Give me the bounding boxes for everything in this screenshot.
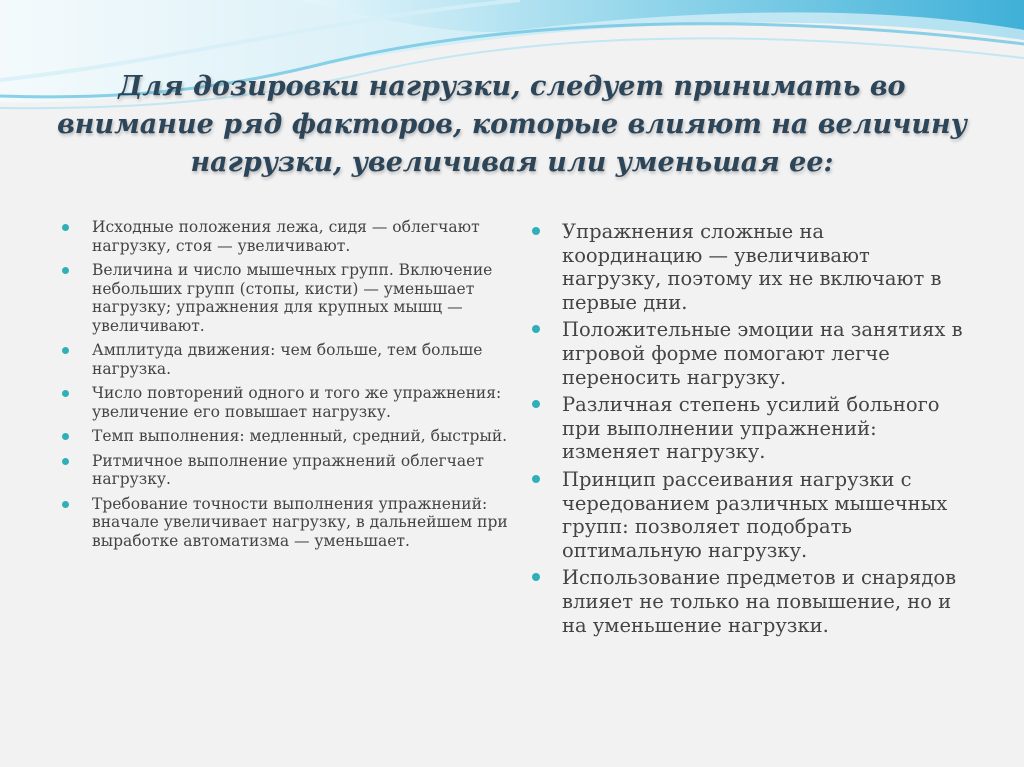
list-item <box>60 495 520 551</box>
list-item-text: Использование предметов и снарядов влияет не только на повышение, но и на уменьшение нагрузки. <box>562 566 957 637</box>
slide-title: Для дозировки нагрузки, следует принимать во внимание ряд факторов, которые влияют на величину нагрузки, увеличивая или уменьшая ее: <box>57 71 967 178</box>
bullet-icon <box>62 390 69 397</box>
bullet-icon <box>62 501 69 508</box>
list-item <box>60 218 520 255</box>
list-item-text: Величина и число мышечных групп. Включение небольших групп (стопы, кисти) — уменьшает нагрузку; упражнения для крупных мышц — увеличивают. <box>92 261 493 335</box>
bullet-icon <box>532 573 540 581</box>
bullet-icon <box>62 347 69 354</box>
list-item <box>530 393 970 464</box>
bullet-icon <box>532 227 540 235</box>
list-item <box>530 318 970 389</box>
list-item <box>60 452 520 489</box>
list-item-text: Амплитуда движения: чем больше, тем больше нагрузка. <box>92 341 483 378</box>
list-item <box>60 261 520 335</box>
list-item-text: Принцип рассеивания нагрузки с чередованием различных мышечных групп: позволяет подобрать оптимальную нагрузку. <box>562 467 948 562</box>
bullet-icon <box>532 325 540 333</box>
list-item <box>60 427 520 446</box>
list-item <box>530 566 970 637</box>
list-item <box>530 220 970 314</box>
list-item <box>60 384 520 421</box>
bullet-icon <box>532 475 540 483</box>
list-item-text: Положительные эмоции на занятиях в игровой форме помогают легче переносить нагрузку. <box>562 318 963 389</box>
right-bullet-list <box>530 220 970 641</box>
list-item-text: Исходные положения лежа, сидя — облегчают нагрузку, стоя — увеличивают. <box>92 218 480 255</box>
bullet-icon <box>62 433 69 440</box>
list-item <box>60 341 520 378</box>
list-item <box>530 468 970 562</box>
list-item-text: Требование точности выполнения упражнений: вначале увеличивает нагрузку, в дальнейшем при выработке автоматизма — уменьшает. <box>92 494 508 550</box>
list-item-text: Темп выполнения: медленный, средний, быстрый. <box>92 427 508 445</box>
list-item-text: Упражнения сложные на координацию — увеличивают нагрузку, поэтому их не включают в первые дни. <box>562 220 942 314</box>
left-bullet-list <box>60 218 520 556</box>
bullet-icon <box>532 400 540 408</box>
list-item-text: Различная степень усилий больного при выполнении упражнений: изменяет нагрузку. <box>562 393 940 464</box>
bullet-icon <box>62 267 69 274</box>
bullet-icon <box>62 458 69 465</box>
list-item-text: Число повторений одного и того же упражнения: увеличение его повышает нагрузку. <box>92 384 502 421</box>
list-item-text: Ритмичное выполнение упражнений облегчает нагрузку. <box>92 451 484 488</box>
bullet-icon <box>62 224 69 231</box>
